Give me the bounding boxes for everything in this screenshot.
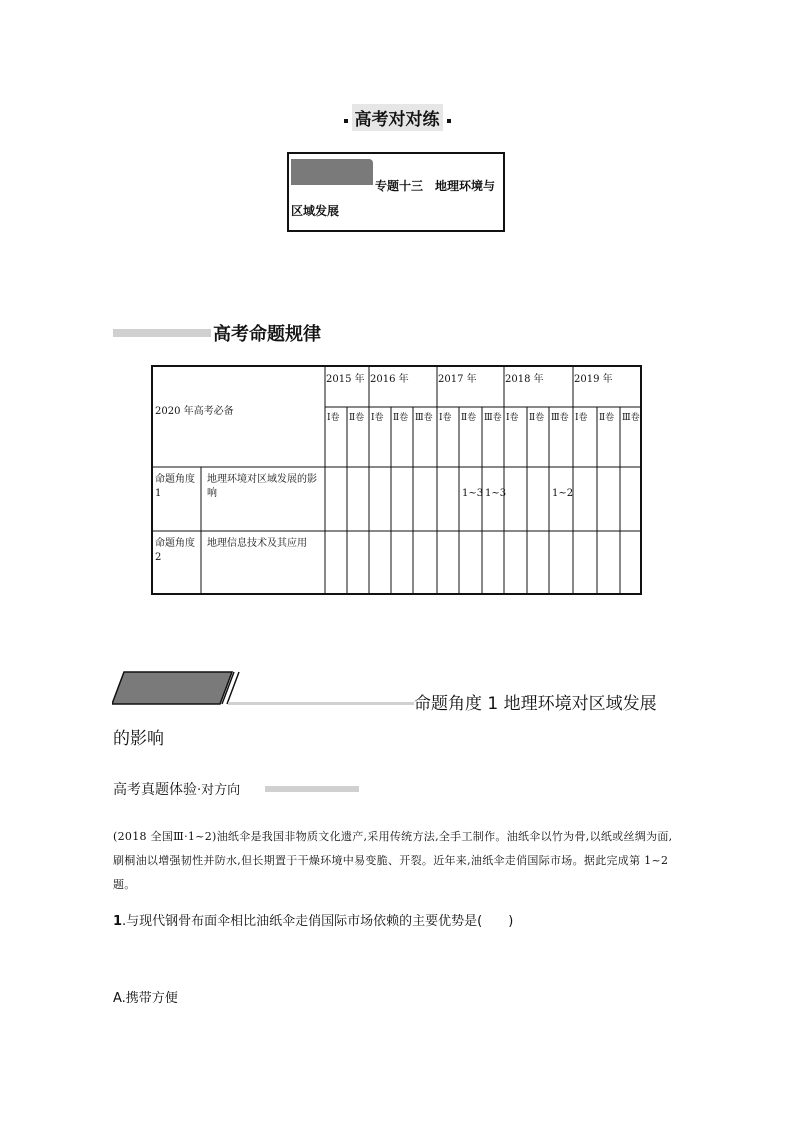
table-paper-header: Ⅰ卷 xyxy=(506,413,519,423)
table-paper-header: Ⅱ卷 xyxy=(349,413,365,423)
table-paper-header: Ⅲ卷 xyxy=(622,413,640,423)
table-year-header: 2016 年 xyxy=(370,374,409,385)
exam-pattern-table xyxy=(151,365,642,595)
table-paper-header: Ⅱ卷 xyxy=(529,413,545,423)
table-row-angle: 命题角度 1 xyxy=(155,474,195,499)
table-year-header: 2019 年 xyxy=(574,374,613,385)
section-banner-decoration xyxy=(112,670,242,706)
table-paper-header: Ⅰ卷 xyxy=(439,413,452,423)
topic-tab-decoration xyxy=(291,159,373,185)
section-title: 高考命题规律 xyxy=(213,324,321,345)
table-corner-label: 2020 年高考必备 xyxy=(155,406,234,417)
table-paper-header: Ⅱ卷 xyxy=(461,413,477,423)
subsection-title-main: 高考真题体验 xyxy=(113,782,197,798)
table-row-content: 地理信息技术及其应用 xyxy=(207,538,307,549)
table-paper-header: Ⅲ卷 xyxy=(551,413,569,423)
topic-title-line1: 专题十三 地理环境与 xyxy=(375,179,496,193)
question-text: .与现代钢骨布面伞相比油纸伞走俏国际市场依赖的主要优势是( ) xyxy=(122,914,514,929)
table-paper-header: Ⅲ卷 xyxy=(484,413,502,423)
table-year-header: 2017 年 xyxy=(438,374,477,385)
table-paper-header: Ⅲ卷 xyxy=(415,413,433,423)
subsection-bar-decoration xyxy=(265,786,359,792)
table-value-cell: 1~3 xyxy=(485,488,507,499)
bullet-square-icon xyxy=(344,119,348,123)
table-paper-header: Ⅱ卷 xyxy=(599,413,615,423)
reading-passage: (2018 全国Ⅲ·1~2)油纸伞是我国非物质文化遗产,采用传统方法,全手工制作。油纸伞以竹为骨,以纸或丝绸为面,刷桐油以增强韧性并防水,但长期置于干燥环境中易变脆、开裂。近年来,油纸伞走俏国际市场。据此完成第 1~2 题。 xyxy=(113,830,673,891)
table-year-header: 2015 年 xyxy=(326,374,365,385)
topic-box xyxy=(287,152,505,232)
page-title xyxy=(0,104,794,131)
subsection-title xyxy=(113,779,240,799)
angle-title: 命题角度 1 地理环境对区域发展 xyxy=(414,694,657,714)
table-value-cell: 1~2 xyxy=(552,488,574,499)
table-paper-header: Ⅰ卷 xyxy=(327,413,340,423)
bullet-square-icon xyxy=(447,119,451,123)
table-paper-header: Ⅰ卷 xyxy=(575,413,588,423)
section-bar-decoration xyxy=(113,329,211,337)
table-paper-header: Ⅱ卷 xyxy=(393,413,409,423)
option-a: A.携带方便 xyxy=(113,991,178,1006)
table-row-content: 地理环境对区域发展的影响 xyxy=(207,474,317,499)
question-number: 1 xyxy=(113,914,123,929)
table-value-cell: 1~3 xyxy=(462,488,484,499)
angle-title-continued: 的影响 xyxy=(113,729,164,749)
page-title-text: 高考对对练 xyxy=(352,104,443,131)
table-paper-header: Ⅰ卷 xyxy=(371,413,384,423)
table-year-header: 2018 年 xyxy=(505,374,544,385)
banner-underline xyxy=(228,702,414,705)
subsection-title-tail: ·对方向 xyxy=(197,783,241,798)
table-row-angle: 命题角度 2 xyxy=(155,538,195,563)
question-1 xyxy=(113,910,513,929)
topic-title-line2: 区域发展 xyxy=(291,204,340,218)
